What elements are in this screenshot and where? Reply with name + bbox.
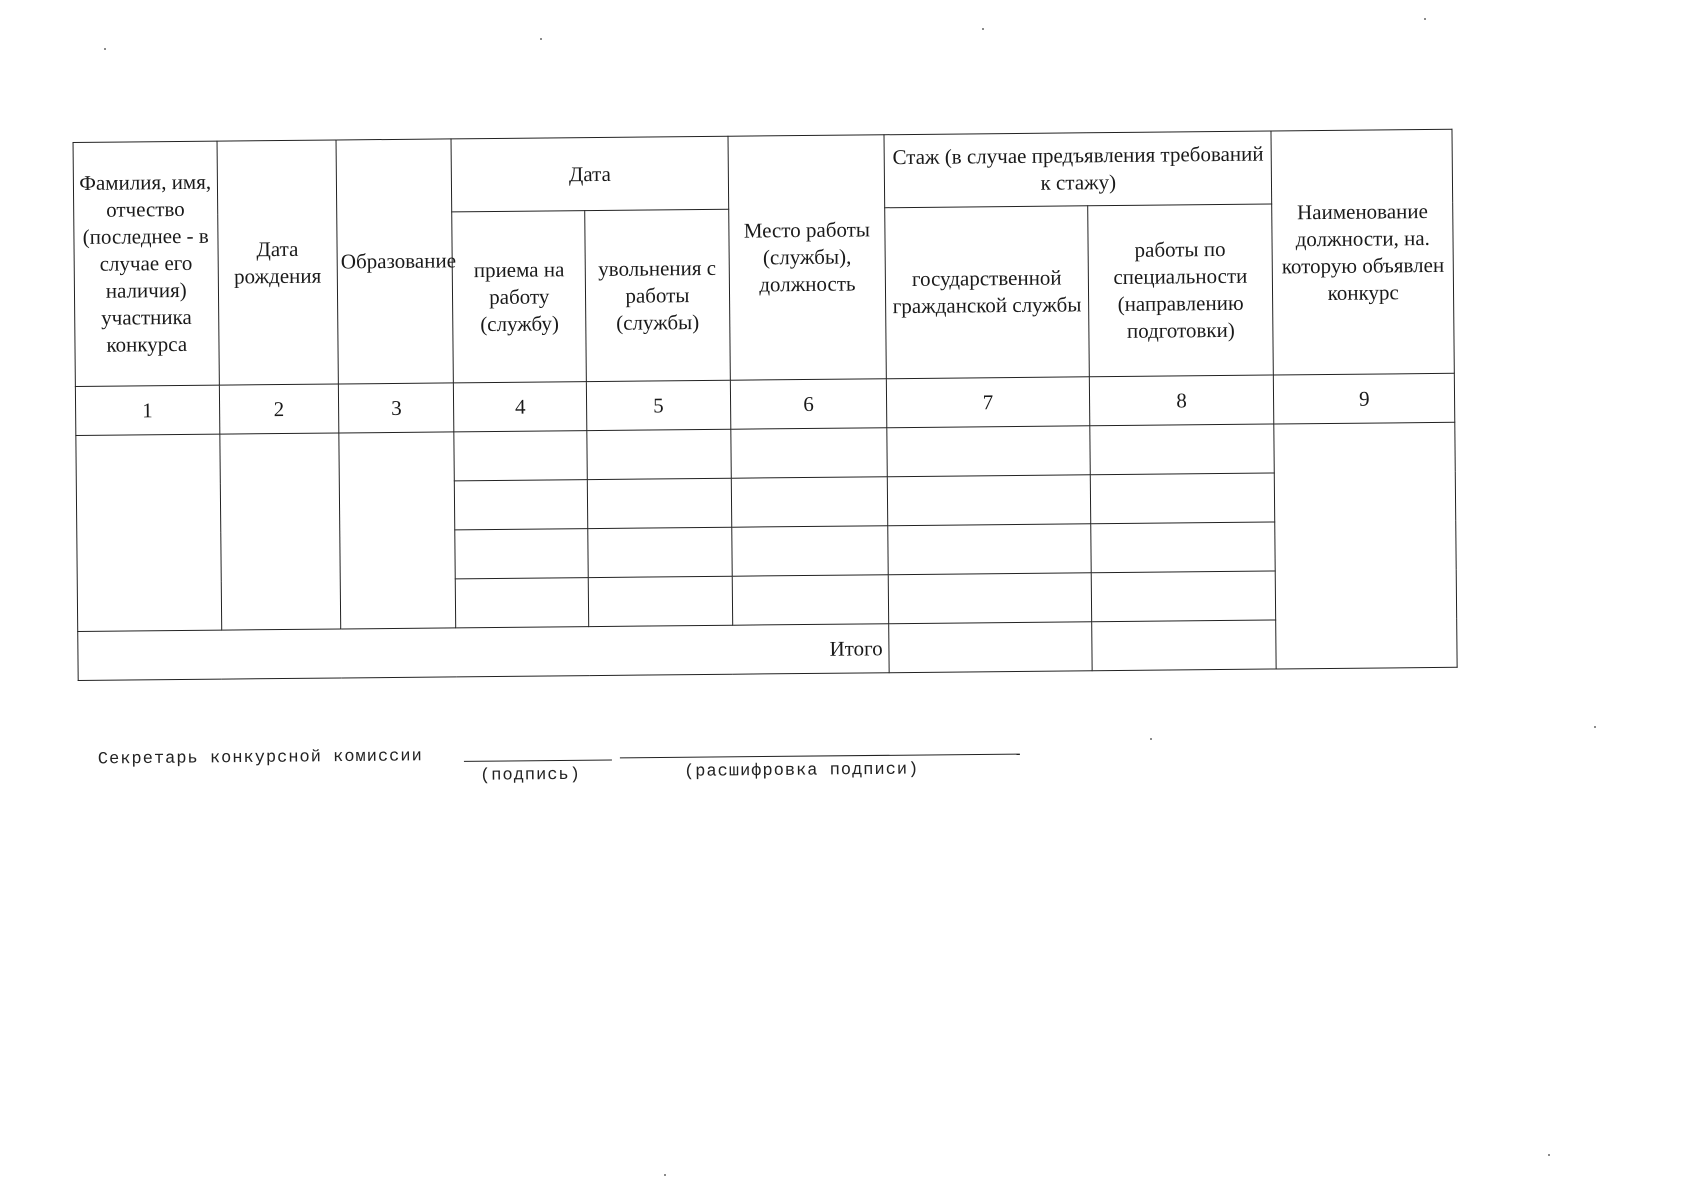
fio-cell[interactable] [76, 434, 221, 631]
dismissal-date-cell[interactable] [588, 527, 732, 577]
specialty-cell[interactable] [1090, 473, 1275, 524]
header-birth-date: Дата рождения [217, 140, 339, 385]
column-number: 2 [219, 384, 339, 434]
header-experience-group: Стаж (в случае предъявления требований к стажу) [884, 131, 1272, 208]
scan-speck [104, 48, 106, 50]
birth-date-cell[interactable] [219, 433, 341, 630]
education-cell[interactable] [339, 432, 456, 629]
dismissal-date-cell[interactable] [587, 478, 731, 528]
hire-date-cell[interactable] [455, 529, 588, 579]
column-number: 1 [75, 385, 219, 435]
position-name-cell[interactable] [1274, 422, 1457, 669]
specialty-cell[interactable] [1090, 522, 1275, 573]
header-date-group: Дата [451, 136, 728, 212]
header-workplace: Место работы (службы), должность [728, 135, 887, 380]
signature-caption: (подпись) [479, 765, 581, 786]
scan-speck [540, 38, 542, 40]
secretary-signature-block [98, 734, 1019, 803]
column-number: 7 [887, 377, 1090, 428]
specialty-cell[interactable] [1089, 424, 1274, 475]
civil-service-cell[interactable] [888, 475, 1091, 526]
header-position-name: Наименование должности, на. которую объявлен конкурс [1271, 129, 1454, 375]
scan-speck [1150, 738, 1152, 740]
total-specialty-cell[interactable] [1091, 620, 1276, 671]
scan-speck [664, 1174, 666, 1176]
header-civil-service: государственной гражданской службы [885, 206, 1089, 379]
hire-date-cell[interactable] [455, 480, 588, 530]
dismissal-date-cell[interactable] [587, 429, 731, 479]
civil-service-cell[interactable] [888, 524, 1091, 575]
hire-date-cell[interactable] [454, 431, 587, 481]
total-label: Итого [78, 624, 890, 681]
signature-field[interactable] [464, 759, 612, 761]
transcript-caption: (расшифровка подписи) [683, 760, 920, 782]
contest-participants-table [73, 129, 1458, 681]
workplace-cell[interactable] [732, 575, 889, 626]
column-number: 6 [730, 379, 887, 430]
civil-service-cell[interactable] [888, 573, 1091, 624]
contest-participants-table-wrap [73, 129, 1458, 712]
header-specialty: работы по специальности (направлению подготовки) [1087, 204, 1274, 377]
signature-transcript-field[interactable] [620, 754, 1020, 759]
workplace-cell[interactable] [731, 526, 888, 577]
scan-speck [982, 28, 984, 30]
header-fio: Фамилия, имя, отчество (последнее - в случае его наличия) участника конкурса [73, 141, 219, 386]
column-number: 3 [339, 383, 455, 433]
scan-speck [1594, 726, 1596, 728]
workplace-cell[interactable] [731, 477, 888, 528]
specialty-cell[interactable] [1091, 571, 1276, 622]
scan-speck [1424, 18, 1426, 20]
header-education: Образование [336, 139, 454, 384]
dismissal-date-cell[interactable] [588, 576, 732, 626]
column-number: 5 [586, 380, 730, 430]
civil-service-cell[interactable] [887, 426, 1090, 477]
column-number: 9 [1274, 373, 1455, 424]
total-civil-service-cell[interactable] [889, 622, 1092, 673]
header-dismissal-date: увольнения с работы (службы) [585, 209, 730, 381]
column-number: 4 [454, 382, 587, 432]
workplace-cell[interactable] [730, 428, 887, 479]
secretary-label: Секретарь конкурсной комиссии [97, 747, 423, 770]
header-hire-date: приема на работу (службу) [452, 211, 586, 383]
scan-speck [1548, 1154, 1550, 1156]
hire-date-cell[interactable] [456, 578, 589, 628]
column-number: 8 [1089, 375, 1274, 426]
